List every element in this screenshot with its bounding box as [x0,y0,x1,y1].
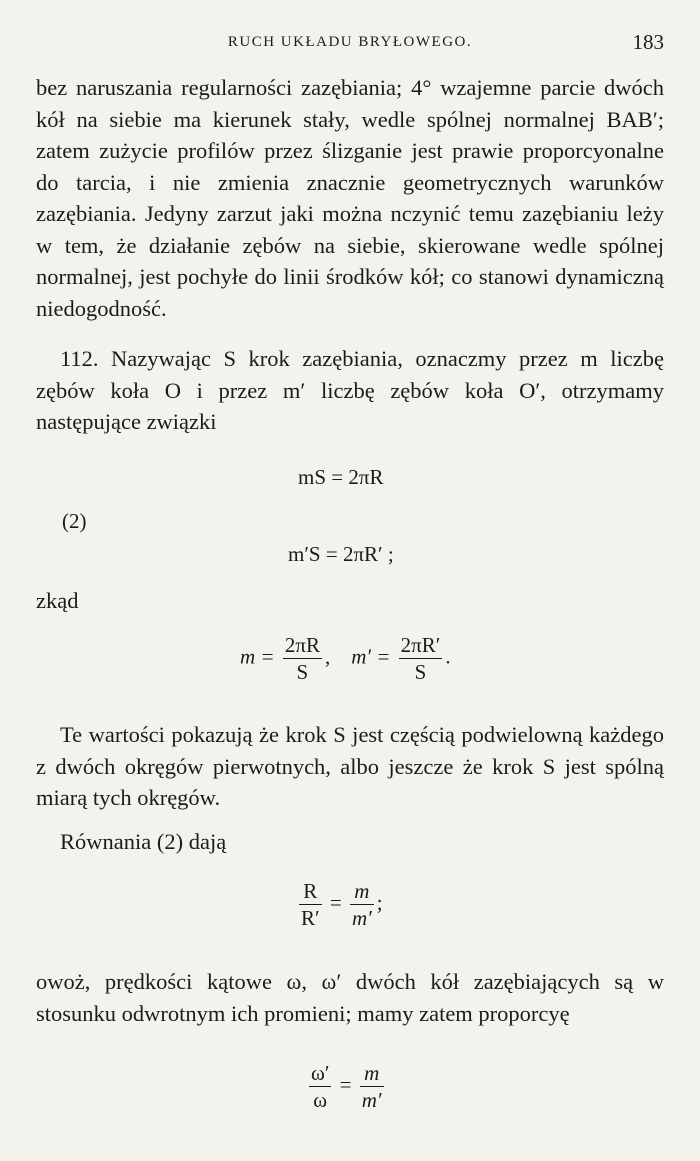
equation-number: (2) [62,509,87,533]
paragraph-text: Te wartości pokazują że krok S jest częścią podwielowną każdego z dwóch okręgów pierwotnych, albo jeszcze że krok S jest spólną miarą tych okręgów. [36,722,664,810]
denominator: m′ [361,1088,382,1112]
eq4-end: ; [376,890,383,915]
equation-2: m′S = 2πR′ ; [288,542,394,566]
numerator: 2πR [284,633,320,657]
paragraph-rownania [36,826,664,858]
fraction [360,1060,384,1113]
paragraph-text: zkąd [36,588,79,613]
denominator: S [296,660,309,684]
fraction [283,632,322,685]
fraction [309,1060,331,1113]
paragraph-112 [36,343,664,438]
page-header [36,30,664,60]
eq3-lhs1: m = [240,644,275,669]
denominator: R′ [301,906,320,930]
running-title: RUCH UKŁADU BRYŁOWEGO. [227,34,473,50]
equation-4 [296,878,383,931]
equation-1: mS = 2πR [298,465,384,489]
paragraph-owoz [36,966,664,1029]
fraction [399,632,443,685]
paragraph-continuation [36,72,664,324]
numerator: R [299,878,322,905]
numerator: m [350,878,374,905]
eq3-end: . [445,644,451,669]
eq3-sep: , [324,644,331,669]
paragraph-text: owoż, prędkości kątowe ω, ω′ dwóch kół zazębiających są w stosunku odwrotnym ich promieni; mamy zatem proporcyę [36,969,664,1026]
equals-sign: = [339,1072,352,1097]
page-number: 183 [632,30,664,54]
equals-sign: = [329,890,342,915]
paragraph-text: bez naruszania regularności zazębiania; 4° wzajemne parcie dwóch kół na siebie ma kierunek stały, wedle spólnej normalnej BAB′; zatem zużycie profilów przez ślizganie jest prawie proporcyonalne do tarcia, i nie zmienia znacznie geometrycznych warunków zazębiania. Jedyny zarzut jaki można nczynić temu zazębianiu leży w tem, że działanie zębów na siebie, skierowane wedle spólnej normalnej, jest pochyłe do linii środków kół; co stanowi dynamiczną niedogodność. [36,75,664,321]
fraction [350,878,374,931]
denominator: ω [313,1088,328,1112]
equation-5 [306,1060,387,1113]
denominator: m′ [351,906,372,930]
paragraph-text: Równania (2) dają [60,829,227,854]
equation-3 [240,632,451,685]
denominator: S [414,660,427,684]
paragraph-zkad [36,585,664,617]
numerator: m [360,1060,384,1087]
fraction [299,878,322,931]
numerator: ω′ [311,1061,330,1085]
paragraph-text: 112. Nazywając S krok zazębiania, oznaczmy przez m liczbę zębów koła O i przez m′ liczbę zębów koła O′, otrzymamy następujące związki [36,346,664,434]
eq3-lhs2: m′ = [351,644,391,669]
paragraph-wartosci [36,719,664,814]
numerator: 2πR′ [400,633,441,657]
